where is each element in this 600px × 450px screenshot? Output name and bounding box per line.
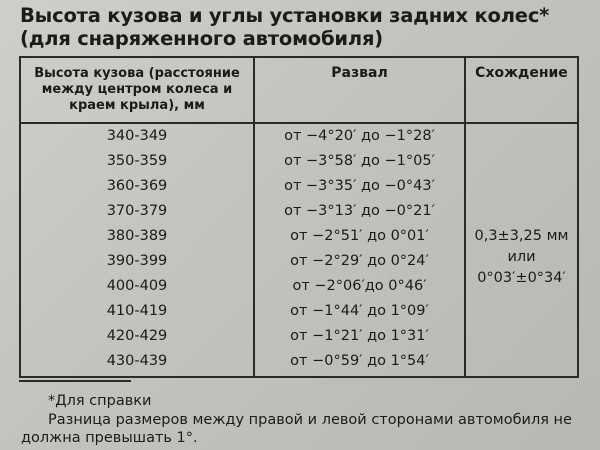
body-height-cell: 360-369 [106, 178, 168, 194]
toe-or: или [507, 249, 536, 265]
header-toe: Схождение [475, 65, 568, 81]
toe-value-cell [466, 226, 577, 289]
page-title: Высота кузова и углы установки задних колес* (для снаряженного автомобиля) [20, 4, 550, 50]
table-row [21, 149, 577, 174]
footnote-divider [19, 380, 131, 382]
table-row [21, 349, 577, 374]
specs-table [19, 56, 579, 378]
body-height-cell: 430-439 [106, 353, 168, 369]
note-line-2: должна превышать 1°. [21, 430, 198, 446]
body-height-cell: 350-359 [106, 153, 168, 169]
note-line-1: Разница размеров между правой и левой сторонами автомобиля не [48, 412, 572, 428]
table-row [21, 199, 577, 224]
camber-cell: от −1°44′ до 1°09′ [290, 303, 429, 319]
camber-cell: от −0°59′ до 1°54′ [290, 353, 429, 369]
camber-cell: от −4°20′ до −1°28′ [284, 128, 435, 144]
header-camber: Развал [331, 65, 388, 81]
camber-cell: от −3°35′ до −0°43′ [284, 178, 435, 194]
header-body-height: Высота кузова (расстояние между центром колеса и краем крыла), мм [34, 66, 240, 113]
toe-mm: 0,3±3,25 мм [474, 228, 569, 244]
camber-cell: от −2°06′до 0°46′ [292, 278, 427, 294]
table-row [21, 299, 577, 324]
toe-angle: 0°03′±0°34′ [477, 270, 566, 286]
body-height-cell: 370-379 [106, 203, 168, 219]
camber-cell: от −3°58′ до −1°05′ [284, 153, 435, 169]
note-text [21, 411, 598, 447]
table-row [21, 174, 577, 199]
body-height-cell: 340-349 [106, 128, 168, 144]
body-height-cell: 410-419 [106, 303, 168, 319]
body-height-cell: 390-399 [106, 253, 168, 269]
body-height-cell: 420-429 [106, 328, 168, 344]
body-height-cell: 400-409 [106, 278, 168, 294]
footnote: *Для справки [48, 393, 152, 409]
camber-cell: от −2°29′ до 0°24′ [290, 253, 429, 269]
table-header-row [21, 58, 577, 124]
camber-cell: от −1°21′ до 1°31′ [290, 328, 429, 344]
table-row [21, 124, 577, 149]
camber-cell: от −3°13′ до −0°21′ [284, 203, 435, 219]
body-height-cell: 380-389 [106, 228, 168, 244]
table-row [21, 324, 577, 349]
camber-cell: от −2°51′ до 0°01′ [290, 228, 429, 244]
